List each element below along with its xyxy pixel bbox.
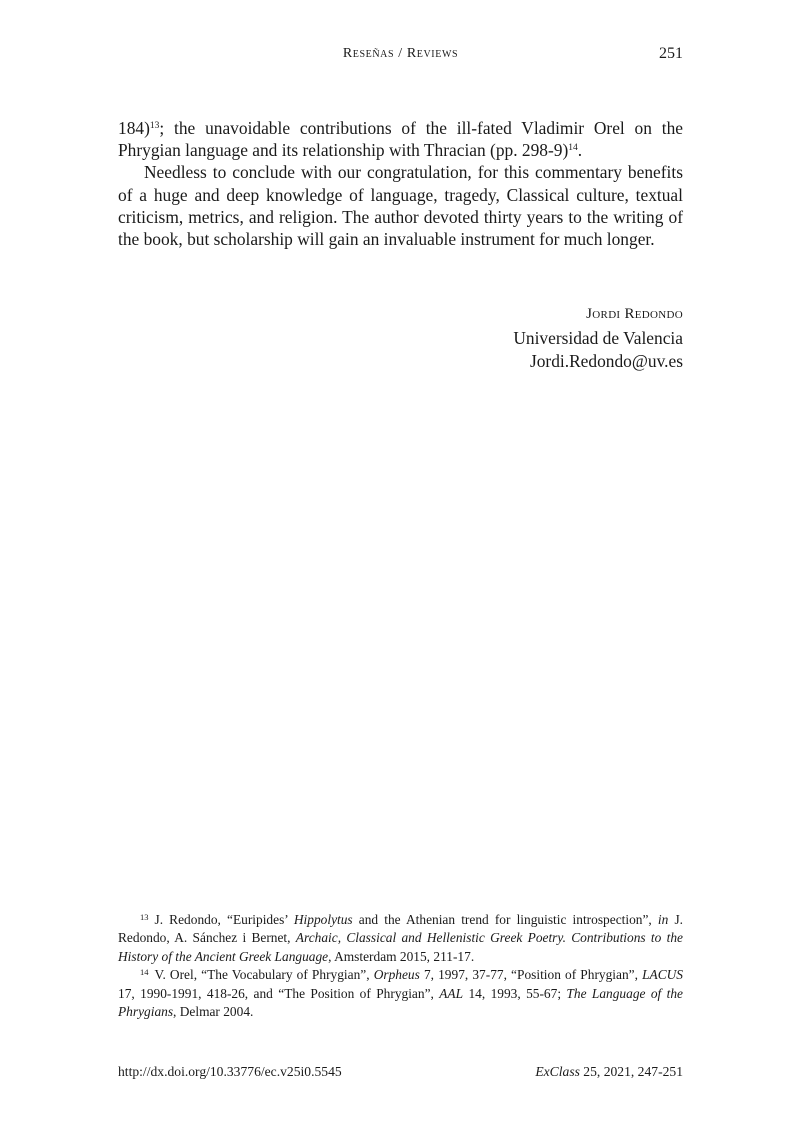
author-institution: Universidad de Valencia [513,327,683,348]
text-run: 7, 1997, 37-77, “Position of Phrygian”, [419,967,643,983]
footnotes [118,911,683,1021]
text-run: V. Orel, “The Vocabulary of Phrygian”, [154,967,374,983]
text-run: 17, 1990-1991, 418-26, and “The Position of Phrygian”, [118,985,440,1001]
text-run: J. Redondo, “Euripides’ [154,912,294,927]
text-italic: LACUS [642,967,683,983]
footnote-number: 13 [140,912,149,922]
paragraph-continuation [118,117,683,161]
footnote-ref-13[interactable]: 13 [149,121,160,131]
footnote-number: 14 [140,967,149,978]
text-run: , Amsterdam 2015, 211-17. [328,948,475,964]
author-email[interactable]: Jordi.Redondo@uv.es [529,351,683,371]
author-name: Jordi Redondo [586,306,683,322]
journal-title: ExClass [535,1064,580,1079]
page-header [118,46,683,70]
text-run: 14, 1993, 55-67; [463,985,567,1001]
text-italic: Archaic, Classical and Hellenistic Greek Poetry. Contributions to the History of the Ancient Greek Language [118,930,683,964]
text-run: and the Athenian trend for linguistic introspection”, [352,912,658,927]
footnote-ref-14[interactable]: 14 [568,143,578,154]
page-number: 251 [659,45,683,62]
page-footer [118,1064,683,1084]
author-signature [118,303,683,374]
text-italic: The Language of the Phrygians [118,985,683,1020]
text-run: . [577,140,583,161]
running-head: Reseñas / Reviews [342,46,459,61]
text-run: 184) [118,118,150,138]
text-run: , Delmar 2004. [173,1004,254,1020]
body-text [118,117,683,250]
text-italic: Hippolytus [293,912,353,927]
text-italic: Orpheus [373,967,420,983]
footnote-14 [118,966,683,1021]
text-italic: AAL [439,985,464,1001]
doi-link[interactable]: http://dx.doi.org/10.33776/ec.v25i0.5545 [118,1064,342,1079]
text-run: ; the unavoidable contributions of the ill-fated Vladimir Orel on the Phrygian language and its relationship with Thracian (pp. 298-9) [118,118,683,161]
text-run: J. Redondo, A. Sánchez i Bernet, [118,912,683,946]
paragraph-conclusion: Needless to conclude with our congratulation, for this commentary benefits of a huge and deep knowledge of language, tragedy, Classical culture, textual criticism, metrics, and religion. The author devoted thirty years to the writing of the book, but scholarship will gain an invaluable instrument for much longer. [118,162,683,250]
footnote-13 [118,911,683,966]
journal-volume: 25, 2021, 247-251 [579,1064,683,1079]
journal-reference [535,1064,683,1080]
text-italic: in [657,912,669,927]
